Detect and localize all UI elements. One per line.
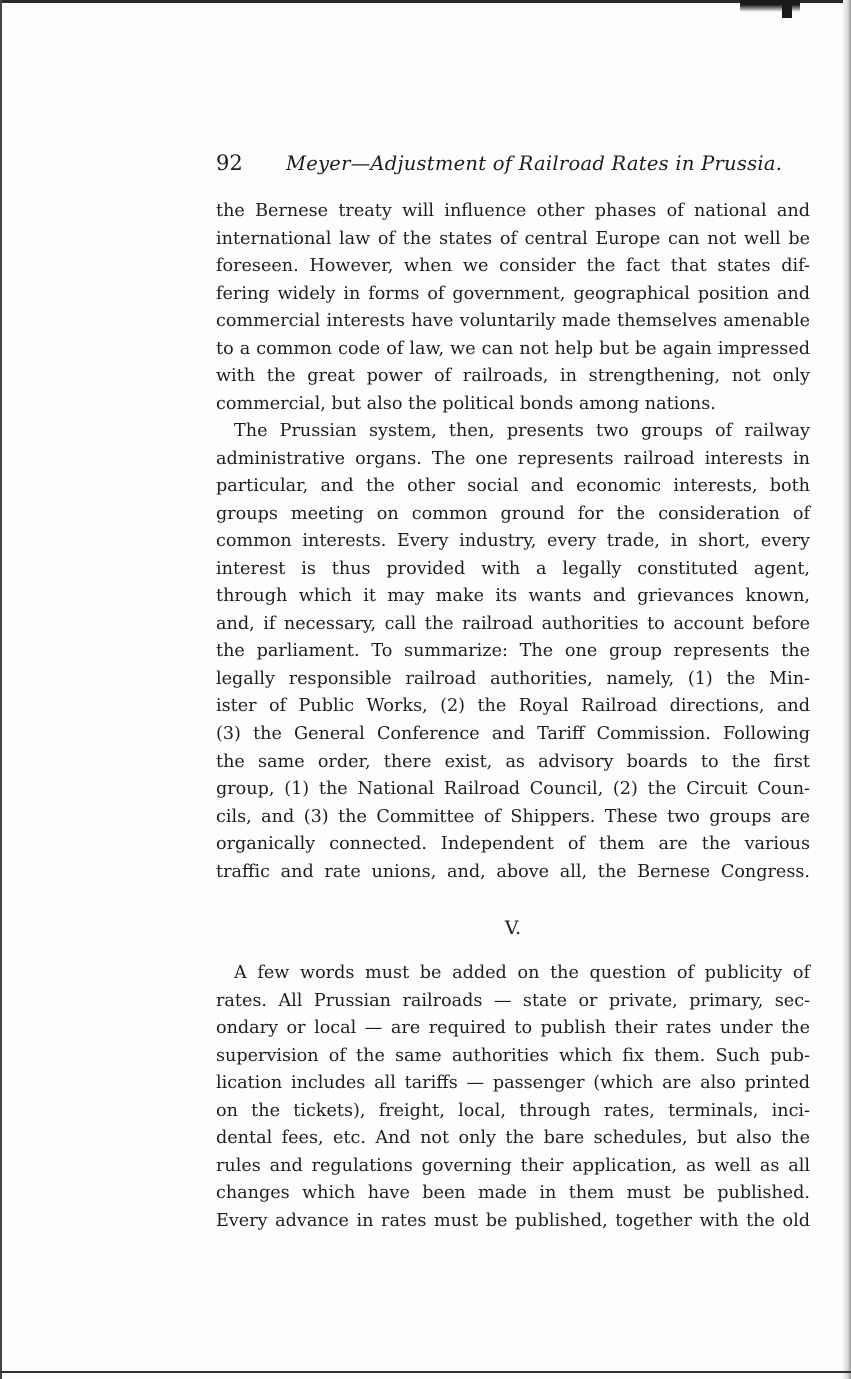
text-line: to a common code of law, we can not help but be again impressed — [216, 338, 810, 359]
text-line: The Prussian system, then, presents two groups of railway — [234, 421, 810, 441]
page-number: 92 — [216, 151, 243, 175]
text-line: fering widely in forms of government, geographical position and — [216, 283, 810, 304]
scan-tick — [782, 0, 792, 18]
section-heading: V. — [504, 917, 522, 939]
text-line: interest is thus provided with a legally constituted agent, — [216, 558, 810, 579]
text-line: lication includes all tariffs — passenger (which are also printed — [216, 1073, 810, 1094]
text-line: the same order, there exist, as advisory boards to the first — [216, 751, 810, 772]
text-line: changes which have been made in them must be published. — [216, 1183, 810, 1204]
text-line: A few words must be added on the question of publicity of — [234, 963, 810, 983]
text-line: the parliament. To summarize: The one group represents the — [216, 641, 810, 662]
text-line: (3) the General Conference and Tariff Commission. Following — [216, 724, 810, 745]
scan-edge-bottom — [0, 1371, 851, 1373]
text-line: international law of the states of central Europe can not well be — [216, 228, 810, 249]
paragraph-continuation — [216, 198, 810, 418]
text-line: supervision of the same authorities which fix them. Such pub- — [216, 1045, 810, 1066]
text-line: ister of Public Works, (2) the Royal Railroad directions, and — [216, 696, 810, 717]
text-line: foreseen. However, when we consider the fact that states dif- — [216, 256, 810, 277]
running-title: Meyer—Adjustment of Railroad Rates in Prussia. — [286, 152, 783, 175]
text-line: with the great power of railroads, in strengthening, not only — [216, 366, 810, 387]
text-line: dental fees, etc. And not only the bare schedules, but also the — [216, 1128, 810, 1149]
running-head — [216, 148, 811, 182]
paragraph-publicity-of-rates — [216, 960, 810, 1235]
scan-edge-left — [0, 0, 2, 1379]
text-line: ondary or local — are required to publish their rates under the — [216, 1018, 810, 1039]
text-line: common interests. Every industry, every trade, in short, every — [216, 531, 810, 552]
text-line: legally responsible railroad authorities, namely, (1) the Min- — [216, 668, 810, 689]
text-line: through which it may make its wants and grievances known, — [216, 586, 810, 607]
text-line: rules and regulations governing their application, as well as all — [216, 1155, 810, 1176]
text-line: groups meeting on common ground for the consideration of — [216, 503, 810, 524]
text-line: particular, and the other social and economic interests, both — [216, 476, 810, 497]
paragraph-prussian-system — [216, 418, 810, 886]
text-line: Every advance in rates must be published, together with the old — [216, 1210, 810, 1231]
text-line: on the tickets), freight, local, through rates, terminals, inci- — [216, 1100, 810, 1121]
text-line: rates. All Prussian railroads — state or private, primary, sec- — [216, 990, 810, 1011]
text-line: group, (1) the National Railroad Council, (2) the Circuit Coun- — [216, 779, 810, 800]
scan-edge-top — [0, 0, 851, 3]
text-line: cils, and (3) the Committee of Shippers. These two groups are — [216, 806, 810, 827]
text-line: commercial, but also the political bonds among nations. — [216, 393, 716, 414]
text-line: organically connected. Independent of them are the various — [216, 834, 810, 855]
text-line: traffic and rate unions, and, above all, the Bernese Congress. — [216, 861, 810, 882]
text-line: the Bernese treaty will influence other phases of national and — [216, 201, 810, 221]
scan-edge-right — [843, 0, 851, 1379]
text-line: administrative organs. The one represents railroad interests in — [216, 448, 810, 469]
text-line: commercial interests have voluntarily made themselves amenable — [216, 311, 810, 332]
text-line: and, if necessary, call the railroad authorities to account before — [216, 613, 810, 634]
